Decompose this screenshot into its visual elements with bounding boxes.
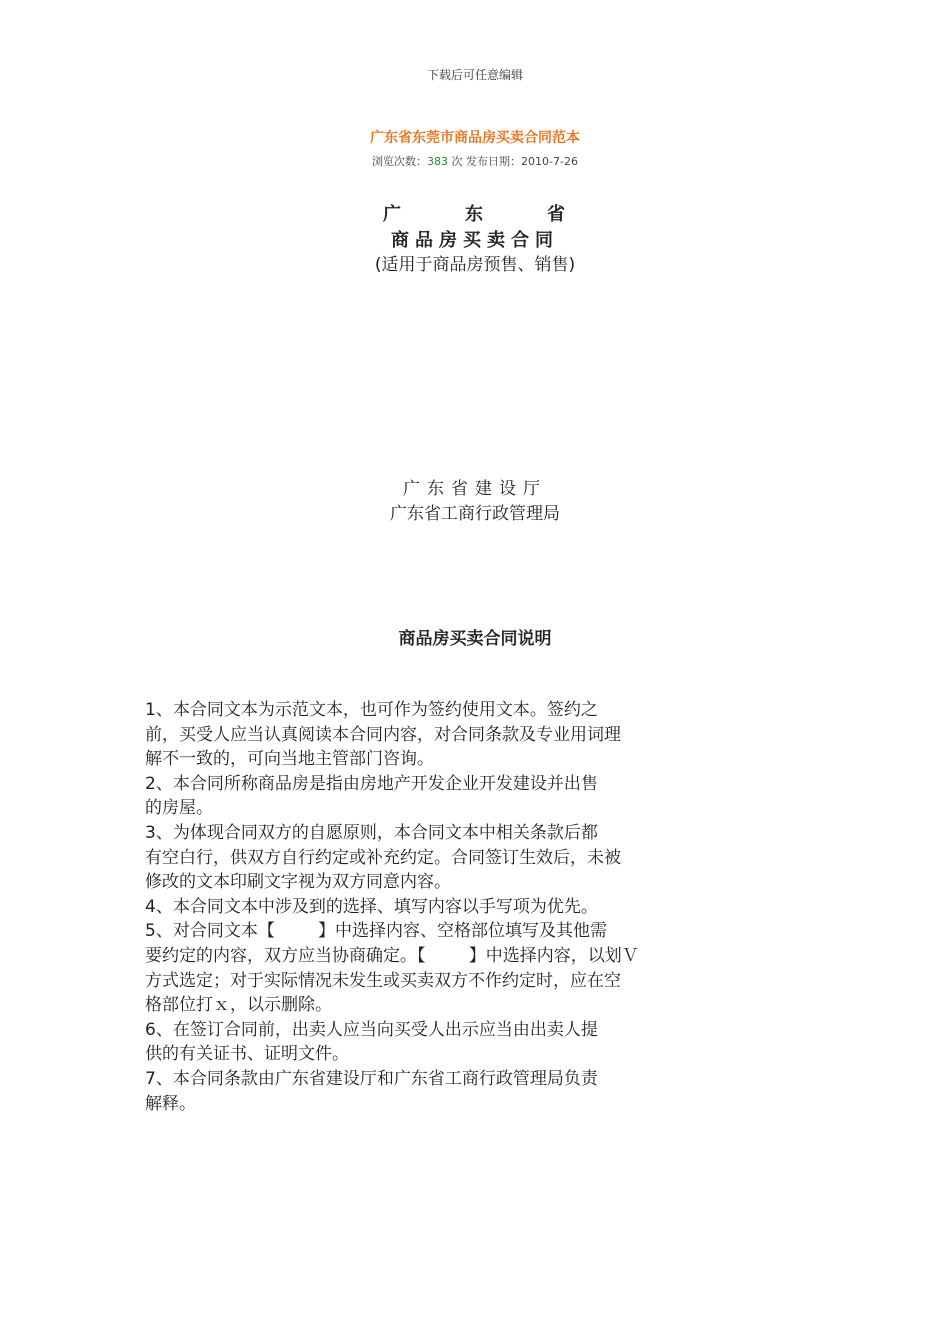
province-char: 东 bbox=[465, 204, 485, 225]
document-meta bbox=[0, 153, 950, 169]
cover-contract-name: 商品房买卖合同 bbox=[391, 230, 559, 251]
header-note: 下载后可任意编辑 bbox=[426, 68, 523, 82]
views-unit: 次 bbox=[448, 155, 467, 168]
body-line: 格部位打ｘ，以示删除。 bbox=[145, 995, 332, 1016]
cover-province bbox=[0, 200, 950, 226]
body-line: 2、本合同所称商品房是指由房地产开发企业开发建设并出售 bbox=[145, 773, 598, 794]
province-char: 省 bbox=[547, 204, 567, 225]
body-line: 3、为体现合同双方的自愿原则，本合同文本中相关条款后都 bbox=[145, 822, 598, 843]
body-line: 1、本合同文本为示范文本，也可作为签约使用文本。签约之 bbox=[145, 700, 598, 720]
issuer-construction-dept: 广东省建设厅 bbox=[403, 479, 547, 499]
body-line: 4、本合同文本中涉及到的选择、填写内容以手写项为优先。 bbox=[145, 896, 598, 917]
body-line: 7、本合同条款由广东省建设厅和广东省工商行政管理局负责 bbox=[145, 1068, 598, 1089]
body-line: 解释。 bbox=[145, 1093, 196, 1114]
body-line: 要约定的内容，双方应当协商确定。【 】中选择内容，以划Ｖ bbox=[145, 945, 639, 966]
body-line: 有空白行，供双方自行约定或补充约定。合同签订生效后，未被 bbox=[145, 847, 621, 868]
body-line: 5、对合同文本【 】中选择内容、空格部位填写及其他需 bbox=[145, 921, 608, 942]
cover-scope: (适用于商品房预售、销售) bbox=[374, 255, 576, 275]
issuer-commerce-bureau: 广东省工商行政管理局 bbox=[390, 504, 560, 524]
document-title: 广东省东莞市商品房买卖合同范本 bbox=[370, 130, 580, 146]
body-line: 方式选定；对于实际情况未发生或买卖双方不作约定时，应在空 bbox=[145, 970, 621, 991]
views-count: 383 bbox=[427, 155, 449, 168]
body-line: 供的有关证书、证明文件。 bbox=[145, 1044, 349, 1065]
body-line: 的房屋。 bbox=[145, 798, 213, 819]
instructions-body bbox=[145, 698, 725, 1116]
section-title: 商品房买卖合同说明 bbox=[398, 629, 552, 649]
body-line: 前，买受人应当认真阅读本合同内容，对合同条款及专业用词理 bbox=[145, 724, 621, 745]
views-label: 浏览次数： bbox=[372, 155, 428, 168]
body-line: 解不一致的，可向当地主管部门咨询。 bbox=[145, 749, 434, 770]
body-line: 6、在签订合同前，出卖人应当向买受人出示应当由出卖人提 bbox=[145, 1019, 598, 1040]
body-line: 修改的文本印刷文字视为双方同意内容。 bbox=[145, 872, 451, 893]
province-char: 广 bbox=[383, 204, 403, 225]
date-label: 发布日期： bbox=[466, 155, 522, 168]
publish-date: 2010-7-26 bbox=[521, 155, 578, 168]
